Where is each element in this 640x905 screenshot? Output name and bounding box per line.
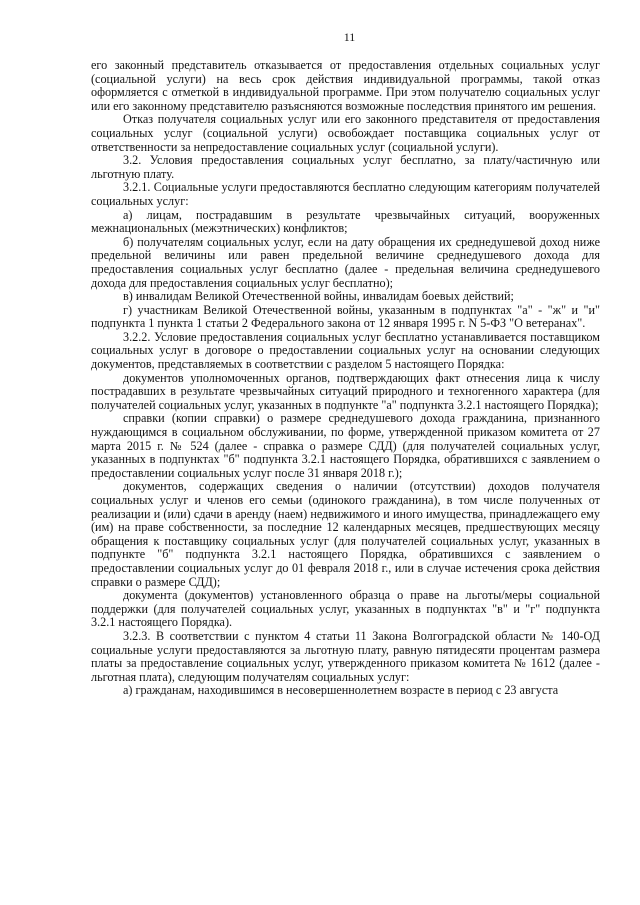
paragraph: его законный представитель отказывается от предоставления отдельных социальных услуг (социальной услуги) на весь срок действия индивидуальной программы, такой отказ оформляется с отметкой в индивидуальной программе. При этом получателю социальных услуг или его законному представителю разъясняются возможные последствия принятого им решения. (91, 58, 600, 113)
paragraph: документа (документов) установленного образца о праве на льготы/меры социальной поддержки (для получателей социальных услуг, указанных в подпунктах "в" и "г" подпункта 3.2.1 настоящего Порядка). (91, 588, 600, 630)
paragraph: а) гражданам, находившимся в несовершеннолетнем возрасте в период с 23 августа (123, 683, 559, 698)
paragraph: 3.2. Условия предоставления социальных услуг бесплатно, за плату/частичную или льготную плату. (91, 153, 600, 181)
page-number: 11 (343, 30, 356, 44)
paragraph: а) лицам, пострадавшим в результате чрезвычайных ситуаций, вооруженных межнациональных (межэтнических) конфликтов; (91, 207, 600, 236)
paragraph: в) инвалидам Великой Отечественной войны, инвалидам боевых действий; (123, 289, 514, 304)
paragraph: документов, содержащих сведения о наличии (отсутствии) доходов получателя социальных услуг и членов его семьи (одинокого гражданина), в том числе полученных от реализации и (или) сдачи в аренду (наем) недвижимого и иного имущества, принадлежащего ему (им) на праве собственности, за последние 12 календарных месяцев, предшествующих месяцу обращения к поставщику социальных услуг (для получателей социальных услуг, указанных в подпункте "б" подпункта 3.2.1 настоящего Порядка, обратившихся с заявлением о предоставлении социальных услуг до 01 февраля 2018 г., или в случае истечения срока действия справки о размере СДД); (91, 479, 600, 589)
paragraph: 3.2.1. Социальные услуги предоставляются бесплатно следующим категориям получателей социальных услуг: (91, 180, 600, 208)
paragraph: г) участникам Великой Отечественной войны, указанным в подпунктах "а" - "ж" и "и" подпункта 1 пункта 1 статьи 2 Федерального закона от 12 января 1995 г. N 5-ФЗ "О ветеранах". (91, 302, 600, 331)
paragraph: Отказ получателя социальных услуг или его законного представителя от предоставления социальных услуг (социальной услуги) освобождает поставщика социальных услуг от ответственности за непредоставление социальных услуг (социальной услуги). (91, 112, 600, 154)
paragraph: справки (копии справки) о размере среднедушевого дохода гражданина, признанного нуждающимся в социальном обслуживании, по форме, утвержденной приказом комитета от 27 марта 2015 г. № 524 (далее - справка о размере СДД) (для получателей социальных услуг, указанных в подпунктах "б" подпункта 3.2.1 настоящего Порядка, обратившихся с заявлением о предоставлении социальных услуг после 31 января 2018 г.); (91, 411, 600, 480)
paragraph: 3.2.3. В соответствии с пунктом 4 статьи 11 Закона Волгоградской области № 140-ОД социальные услуги предоставляются за льготную плату, равную пятидесяти процентам размера платы за предоставление социальных услуг, утвержденного приказом комитета № 1612 (далее - льготная плата), следующим получателям социальных услуг: (91, 628, 600, 684)
document-body (91, 59, 600, 698)
paragraph: 3.2.2. Условие предоставления социальных услуг бесплатно устанавливается поставщиком социальных услуг в договоре о предоставлении социальных услуг на основании следующих документов, представляемых в соответствии с разделом 5 настоящего Порядка: (91, 329, 600, 372)
paragraph: б) получателям социальных услуг, если на дату обращения их среднедушевой доход ниже предельной величины или равен предельной величине среднедушевого дохода для предоставления социальных услуг бесплатно (далее - предельная величина среднедушевого дохода для предоставления социальных услуг бесплатно); (91, 234, 600, 290)
paragraph: документов уполномоченных органов, подтверждающих факт отнесения лица к числу пострадавших в результате чрезвычайных ситуаций природного и техногенного характера (для получателей социальных услуг, указанных в подпункте "а" подпункта 3.2.1 настоящего Порядка); (91, 370, 600, 412)
